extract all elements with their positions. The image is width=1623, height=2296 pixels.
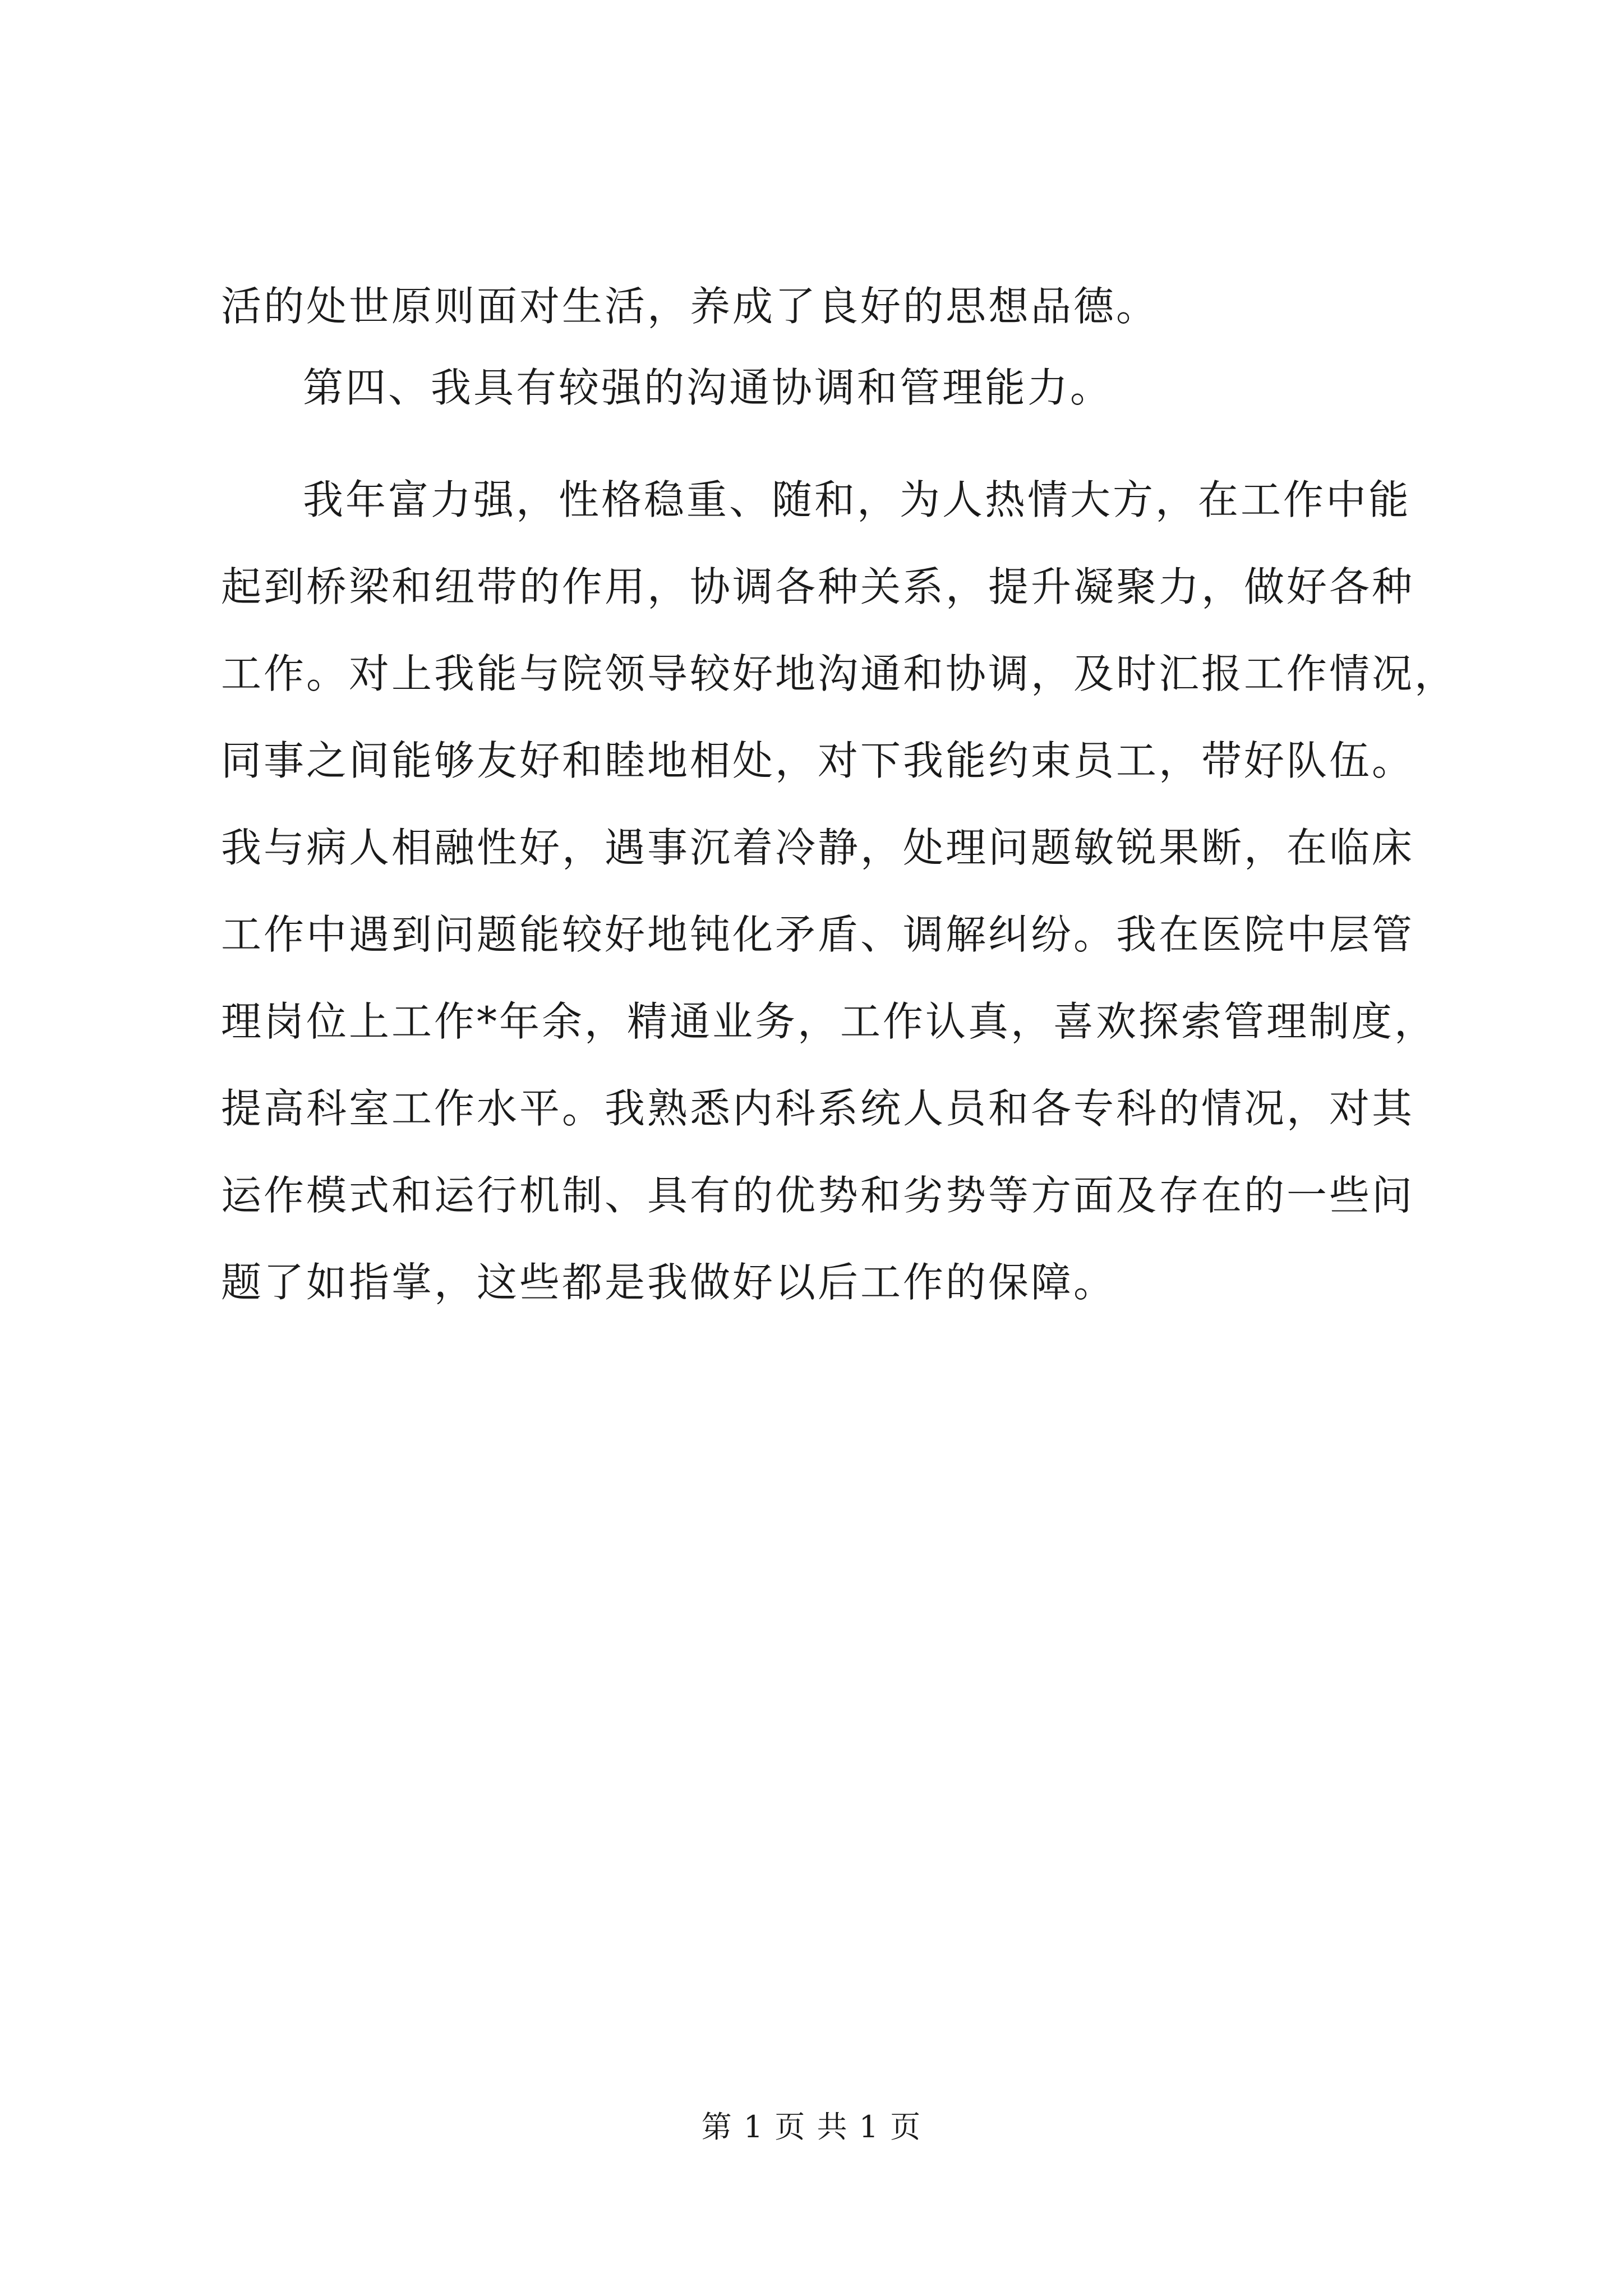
paragraph-line-2: 我年富力强，性格稳重、随和，为人热情大方，在工作中能 bbox=[303, 476, 1412, 523]
page-footer: 第 1 页 共 1 页 bbox=[701, 2109, 922, 2145]
paragraph-line-5: 同事之间能够友好和睦地相处，对下我能约束员工，带好队伍。 bbox=[221, 737, 1415, 784]
paragraph-line-4: 工作。对上我能与院领导较好地沟通和协调，及时汇报工作情况， bbox=[221, 650, 1458, 697]
paragraph-line-11: 题了如指掌，这些都是我做好以后工作的保障。 bbox=[221, 1259, 1117, 1306]
paragraph-line-3: 起到桥梁和纽带的作用，协调各种关系，提升凝聚力，做好各种 bbox=[221, 563, 1415, 610]
paragraph-line-6: 我与病人相融性好，遇事沉着冷静，处理问题敏锐果断，在临床 bbox=[221, 824, 1415, 871]
paragraph-line-9: 提高科室工作水平。我熟悉内科系统人员和各专科的情况，对其 bbox=[221, 1085, 1415, 1132]
paragraph-line-8: 理岗位上工作*年余，精通业务，工作认真，喜欢探索管理制度， bbox=[221, 998, 1437, 1045]
paragraph-line-10: 运作模式和运行机制、具有的优势和劣势等方面及存在的一些问 bbox=[221, 1172, 1415, 1219]
section-heading: 第四、我具有较强的沟通协调和管理能力。 bbox=[303, 364, 1113, 411]
paragraph-line-7: 工作中遇到问题能较好地钝化矛盾、调解纠纷。我在医院中层管 bbox=[221, 911, 1415, 958]
paragraph-line-1: 活的处世原则面对生活，养成了良好的思想品德。 bbox=[221, 283, 1159, 330]
